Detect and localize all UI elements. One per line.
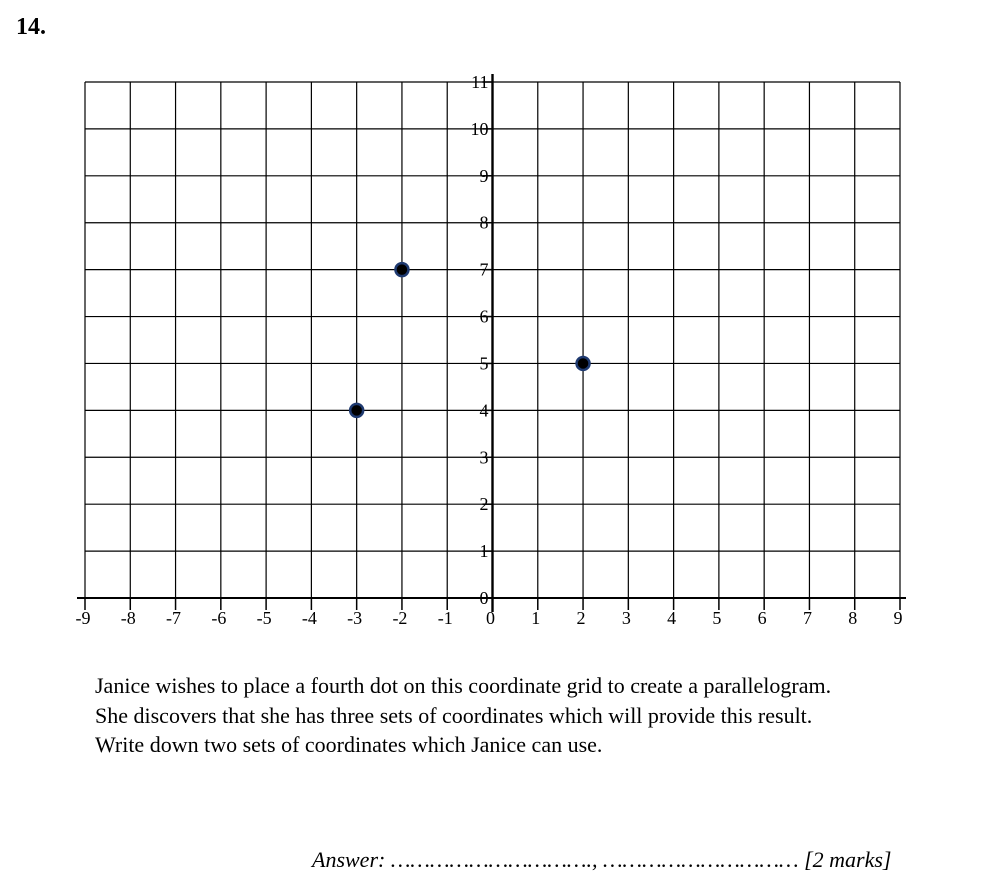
marks-label: [2 marks]: [804, 847, 892, 872]
x-tick-label: 1: [531, 608, 541, 628]
x-tick-label: -2: [392, 608, 408, 628]
y-tick-label: 4: [479, 400, 489, 421]
y-tick-label: 0: [479, 588, 489, 608]
x-tick-label: 0: [486, 608, 495, 628]
x-tick-label: 7: [802, 608, 812, 628]
question-number: 14.: [16, 14, 46, 40]
question-line-3: Write down two sets of coordinates which Janice can use.: [95, 732, 603, 757]
x-tick-label: -4: [301, 608, 317, 628]
answer-line: [312, 847, 891, 873]
x-tick-label: 3: [621, 608, 631, 628]
x-tick-label: -8: [120, 608, 136, 628]
x-tick-label: 5: [712, 608, 722, 628]
y-tick-label: 7: [479, 259, 489, 280]
x-tick-label: 6: [757, 608, 767, 628]
question-line-2: She discovers that she has three sets of coordinates which will provide this result.: [95, 702, 813, 728]
y-tick-label: 2: [479, 494, 489, 515]
y-tick-label: 11: [471, 72, 489, 92]
x-tick-label: -3: [347, 608, 363, 628]
plotted-dot: [350, 404, 363, 417]
answer-label: Answer:: [312, 847, 386, 872]
x-tick-label: 2: [576, 608, 586, 628]
x-tick-label: -9: [75, 608, 91, 628]
y-tick-label: 5: [479, 353, 489, 374]
x-tick-label: 8: [848, 608, 858, 628]
y-tick-label: 3: [479, 447, 489, 468]
x-tick-label: -6: [211, 608, 227, 628]
x-tick-label: -7: [166, 608, 182, 628]
x-tick-label: 9: [893, 608, 903, 628]
y-tick-label: 9: [479, 165, 489, 186]
question-line-1: Janice wishes to place a fourth dot on this coordinate grid to create a parallelogram.: [95, 673, 832, 698]
y-tick-label: 1: [479, 541, 489, 562]
x-tick-label: -1: [437, 608, 453, 628]
plotted-dot: [395, 263, 408, 276]
x-tick-label: -5: [256, 608, 272, 628]
y-tick-label: 6: [479, 306, 489, 327]
answer-blank-2[interactable]: …………………………: [602, 847, 799, 872]
question-text: [95, 671, 831, 760]
x-tick-label: 4: [667, 608, 677, 628]
plotted-dot: [577, 357, 590, 370]
y-tick-label: 8: [479, 212, 489, 233]
answer-blank-1[interactable]: ………………………….,: [390, 847, 598, 872]
y-tick-label: 10: [470, 118, 489, 139]
